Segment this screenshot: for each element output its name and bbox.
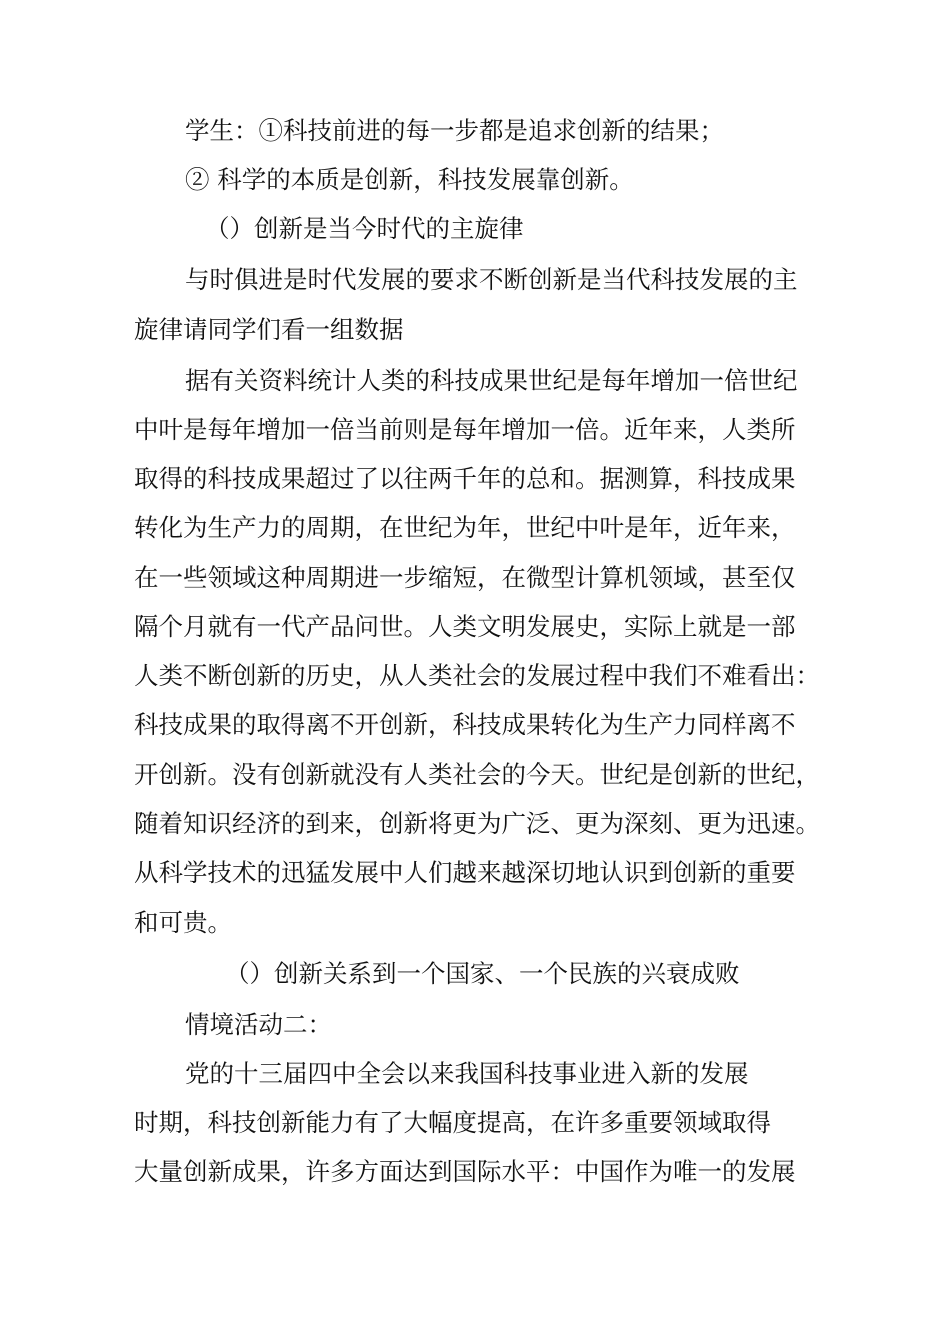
text-line-7: 中叶是每年增加一倍当前则是每年增加一倍。近年来，人类所 [134, 415, 796, 444]
text-line-15: 随着知识经济的到来，创新将更为广泛、更为深刻、更为迅速。 [134, 809, 820, 838]
text-line-11: 隔个月就有一代产品问世。人类文明发展史，实际上就是一部 [134, 612, 796, 641]
text-line-13: 科技成果的取得离不开创新，科技成果转化为生产力同样离不 [134, 710, 796, 739]
text-line-1: 学生：①科技前进的每一步都是追求创新的结果； [185, 116, 724, 145]
text-line-19: 情境活动二： [185, 1010, 332, 1039]
text-line-9: 转化为生产力的周期，在世纪为年，世纪中叶是年，近年来， [134, 513, 796, 542]
text-line-20: 党的十三届四中全会以来我国科技事业进入新的发展 [185, 1059, 749, 1088]
text-line-10: 在一些领域这种周期进一步缩短，在微型计算机领域，甚至仅 [134, 563, 796, 592]
text-line-21: 时期，科技创新能力有了大幅度提高，在许多重要领域取得 [134, 1108, 771, 1137]
text-line-2: ② 科学的本质是创新，科技发展靠创新。 [185, 165, 634, 194]
text-line-22: 大量创新成果，许多方面达到国际水平：中国作为唯一的发展 [134, 1157, 796, 1186]
text-line-8: 取得的科技成果超过了以往两千年的总和。据测算，科技成果 [134, 464, 796, 493]
text-line-12: 人类不断创新的历史，从人类社会的发展过程中我们不难看出： [134, 661, 820, 690]
text-line-5: 旋律请同学们看一组数据 [134, 315, 404, 344]
text-line-6: 据有关资料统计人类的科技成果世纪是每年增加一倍世纪 [185, 366, 798, 395]
text-line-16: 从科学技术的迅猛发展中人们越来越深切地认识到创新的重要 [134, 858, 796, 887]
text-line-17: 和可贵。 [134, 908, 232, 937]
text-line-4: 与时俱进是时代发展的要求不断创新是当代科技发展的主 [185, 265, 798, 294]
text-line-14: 开创新。没有创新就没有人类社会的今天。世纪是创新的世纪， [134, 760, 820, 789]
section-heading-2: （）创新关系到一个国家、一个民族的兴衰成败 [225, 959, 740, 988]
section-heading-1: （）创新是当今时代的主旋律 [205, 214, 524, 243]
